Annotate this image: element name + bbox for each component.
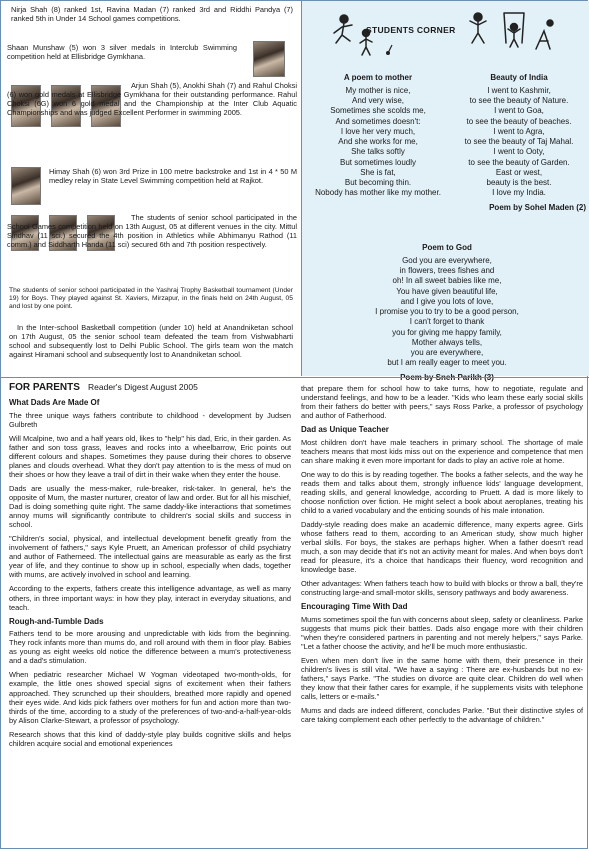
poem-mother-line: My mother is nice,	[345, 86, 411, 95]
poem-god-line: and I give you lots of love,	[400, 296, 494, 306]
parents-paragraph: Fathers tend to be more arousing and unpredictable with kids from the beginning. They rock infants more than mums do, and roll around with them in floor play. Babies as young as eight weeks old notice the difference between a mum's protectiveness and a dad's stimulation.	[9, 629, 291, 666]
poem-god-byline: Poem by Sneh Parikh (3)	[400, 372, 494, 382]
poem-india-byline: Poem by Sohel Maden (2)	[489, 202, 586, 212]
poem-mother-line: She talks softly	[351, 147, 405, 157]
for-parents-section	[1, 377, 589, 851]
poem-india-line: to see the beauty of Nature.	[469, 96, 569, 106]
parents-paragraph: "Children's social, physical, and intellectual development benefit greatly from the involvement of fathers," says Kyle Pruett, an American professor of child psychiatry and author of Fatherneed. The intellectual gains are measurable as early as the first year of life, and they continue to show up in school, especially when dads, together with mums, are actively involved in school and learning.	[9, 534, 291, 580]
parents-paragraph: Mums sometimes spoil the fun with concerns about sleep, safety or cleanliness. Parke suggests that mums pick their battles. Dads also engage more with their children "when they're considered partners in parenting and not merely helpers," says Parke. "Let a father choose the activity, and he'll be much more enthusiastic.	[301, 615, 583, 652]
parents-subheading: What Dads Are Made Of	[9, 398, 100, 408]
poem-mother-line: She is fat,	[360, 167, 396, 177]
parents-paragraph: Most children don't have male teachers in primary school. The shortage of male teachers means that most kids miss out on the experience and competence that men can share making it even more important for dads to play an active role at home.	[301, 437, 583, 465]
news-himay: Himay Shah (6) won 3rd Prize in 100 metre backstroke and 1st in 4 * 50 M medley relay in State Level Swimming competition held at Rajkot.	[49, 167, 297, 186]
poem-god-line: Mother always tells,	[411, 337, 483, 347]
parents-paragraph: Even when men don't live in the same home with them, their presence in their children's lives is still vital. "We have a saying : There are ex-husbands but no ex-fathers," says Parke. "The studies on divorce are quite clear. Children do well when they know that their father cares for example, if he supplements visits with telephone calls, letters or e-mails."	[301, 656, 583, 702]
parents-paragraph: Will Mcalpine, two and a half years old, likes to "help" his dad, Eric, in their garden. As father and son toss grass, leaves and rocks into a wheelbarrow, Eric points out different colours and shapes. Sometimes they pause during their chores to observe planes and clouds overhead. What they don't pay attention to is the mess of mud on their shoes or how they leave a trail of dirt in their wake when they enter the house.	[9, 434, 291, 480]
parents-paragraph: The three unique ways fathers contribute to childhood - development by Judsen Gulbreth	[9, 410, 291, 429]
poem-god-line: you for giving me happy family,	[392, 327, 502, 337]
poem-god-line: in flowers, trees fishes and	[399, 266, 495, 276]
poem-india-line: I went to Agra,	[493, 126, 545, 136]
parents-paragraph: Other advantages: When fathers teach how to build with blocks or throw a ball, they're constructing large-and small-motor skills, sensory pathways and body awareness.	[301, 579, 583, 598]
poem-india-line: to see the beauty of beaches.	[466, 116, 572, 126]
parents-source: Reader's Digest August 2005	[88, 382, 198, 392]
students-corner-section	[301, 1, 589, 382]
students-corner-title: STUDENTS CORNER	[366, 25, 456, 35]
poem-mother-line: Nobody has mother like my mother.	[315, 188, 441, 198]
parents-subheading: Encouraging Time With Dad	[301, 602, 408, 612]
poem-india-line: I went to Ooty,	[493, 147, 545, 157]
parents-paragraph: Dads are usually the mess-maker, rule-breaker, risk-taker. In general, he's the opposite of Mum, the master nurturer, creator of law and order. But for all his mischief, Dad is doing something quite right. The same daddy-like interactions that sometimes annoy mums will significantly contribute to children's social skills and success in school.	[9, 484, 291, 530]
news-basketball-u10: In the Inter-school Basketball competition (under 10) held at Anandniketan school on 17th August, 05 the senior school team defeated the team from Vishwabharti school and subsequently lost to Delhi Public School. The girls team won the match against Hiramani school and subsequently lost to Anandniketan school.	[9, 323, 293, 360]
poem-india-line: beauty is the best.	[486, 178, 552, 188]
poem-india-line: to see the beauty of Garden.	[468, 157, 570, 167]
parents-header	[9, 382, 291, 394]
poem-india-title: Beauty of India	[490, 73, 548, 82]
poem-god-line: you are everywhere,	[410, 348, 484, 358]
poem-god-line: I can't forget to thank	[409, 317, 485, 327]
poem-mother	[308, 73, 448, 199]
news-basketball-u19: The students of senior school participated in the Yashraj Trophy Basketball tournament (Under 19) for Boys. They played against St. Xaviers, Mirzapur, in the finals held on 24th August, 05 and lost by one point.	[9, 287, 293, 311]
parents-column-left	[9, 382, 291, 753]
poem-india	[452, 73, 586, 212]
school-news-section	[1, 1, 301, 376]
poem-god-title: Poem to God	[422, 243, 472, 252]
poem-mother-line: And sometimes doesn't:	[335, 116, 421, 126]
parents-subheading: Dad as Unique Teacher	[301, 425, 389, 435]
student-photo-himay	[11, 167, 41, 205]
news-shaan: Shaan Munshaw (5) won 3 silver medals in Interclub Swimming competition held at Ellisbridge Gymkhana.	[7, 43, 237, 62]
poem-god-line: I promise you to try to be a good person,	[375, 307, 519, 317]
poem-mother-line: And very wise,	[351, 96, 405, 106]
parents-paragraph: According to the experts, fathers create this intelligence advantage, as well as many others, in three important ways: in how they play, interact in everyday situations, and teach.	[9, 584, 291, 612]
poem-mother-line: But sometimes loudly	[339, 157, 417, 167]
news-ranking: Nirja Shah (8) ranked 1st, Ravina Madan (7) ranked 3rd and Riddhi Pandya (7) ranked 5th in Under 14 School games competitions.	[11, 5, 293, 24]
poem-god-line: but I am really eager to meet you.	[387, 358, 507, 368]
poem-india-line: I went to Goa,	[494, 106, 544, 116]
parents-paragraph: Daddy-style reading does make an academic difference, many experts agree. Girls whose fathers read to them, according to an American study, show much higher verbal skills. For boys, the stakes are perhaps higher. When a father doesn't read much, a son may decide that it's not an activity meant for males. And when boys don't read for pleasure, it's a choice that handicaps their fluency, word recognition and knowledge base.	[301, 520, 583, 575]
poem-god-line: oh! In all sweet babies like me,	[392, 276, 502, 286]
poem-mother-line: And she works for me,	[338, 137, 418, 147]
news-school-games: The students of senior school participated in the School Games competition held on 13th August, 05 at different venues in the city. Mittul Sindhav (11 sci.) secured the 4th position in Athletics while Abhimanyu Rathod (11 comm.) and Siddharth Handa (11 sci) secured 6th and 7th position respectively.	[7, 213, 297, 250]
poem-india-line: to see the beauty of Taj Mahal.	[464, 137, 574, 147]
poem-mother-line: Sometimes she scolds me,	[330, 106, 426, 116]
student-photo-shaan	[253, 41, 285, 77]
parents-paragraph: that prepare them for school how to take turns, how to negotiate, regulate and understand feelings, and how to be a leader. "Kids who learn these early social skills from their fathers do better with peers," says Ross Parke, a professor of psychology and author of Fatherhood.	[301, 384, 583, 421]
parents-heading: FOR PARENTS	[9, 382, 80, 393]
parents-paragraph: One way to do this is by reading together. The books a father selects, and the way he reads them and talks about them, strongly influence kids' language development, reading skills, and general knowledge, according to Pruett. A dad is more likely to choose nonfiction over fiction. He might select a book about aeroplanes, treating his child to a varied vocabulary and the enticing sounds of his male intonation.	[301, 469, 583, 516]
parents-subheading: Rough-and-Tumble Dads	[9, 616, 104, 626]
news-swimming: Arjun Shah (5), Anokhi Shah (7) and Rahul Choksi (6) won gold medals at Ellisbridge Gymkhana for their outstanding performance. Rahul Choksi (6G) won 6 gold medal and the Championship at the Inter Club Aquatic Championships and was judged Excellent Performer in swimming 2005.	[7, 81, 297, 118]
parents-paragraph: When pediatric researcher Michael W Yogman videotaped two-month-olds, for example, the little ones showed special signs of excitement when their fathers approached. They scrunched up their shoulders, breathed more rapidly and opened their eyes wide. And kids pick fathers over mothers for fun and action more than two-thirds of the time, according to a study of the preferences of two-and-a-half-year-olds by Alison Clarke-Stewart, a professor of psychology.	[9, 670, 291, 725]
poem-india-line: I went to Kashmir,	[487, 86, 551, 95]
poem-mother-title: A poem to mother	[343, 73, 413, 82]
poem-mother-line: I love her very much,	[340, 126, 416, 136]
poem-god-line: You have given beautiful life,	[396, 286, 498, 296]
poem-india-line: East or west,	[495, 167, 543, 177]
parents-paragraph: Mums and dads are indeed different, concludes Parke. "But their distinctive styles of care taking complement each other perfectly to the advantage of children."	[301, 706, 583, 725]
poem-india-line: I love my India.	[492, 188, 546, 198]
students-corner-banner	[328, 9, 558, 63]
parents-column-right	[301, 384, 583, 729]
poem-god-line: God you are everywhere,	[402, 256, 492, 265]
poem-mother-line: But becoming thin.	[344, 178, 412, 188]
parents-paragraph: Research shows that this kind of daddy-style play builds cognitive skills and helps children acquire social and emotional experiences	[9, 729, 291, 748]
poem-god	[322, 243, 572, 382]
